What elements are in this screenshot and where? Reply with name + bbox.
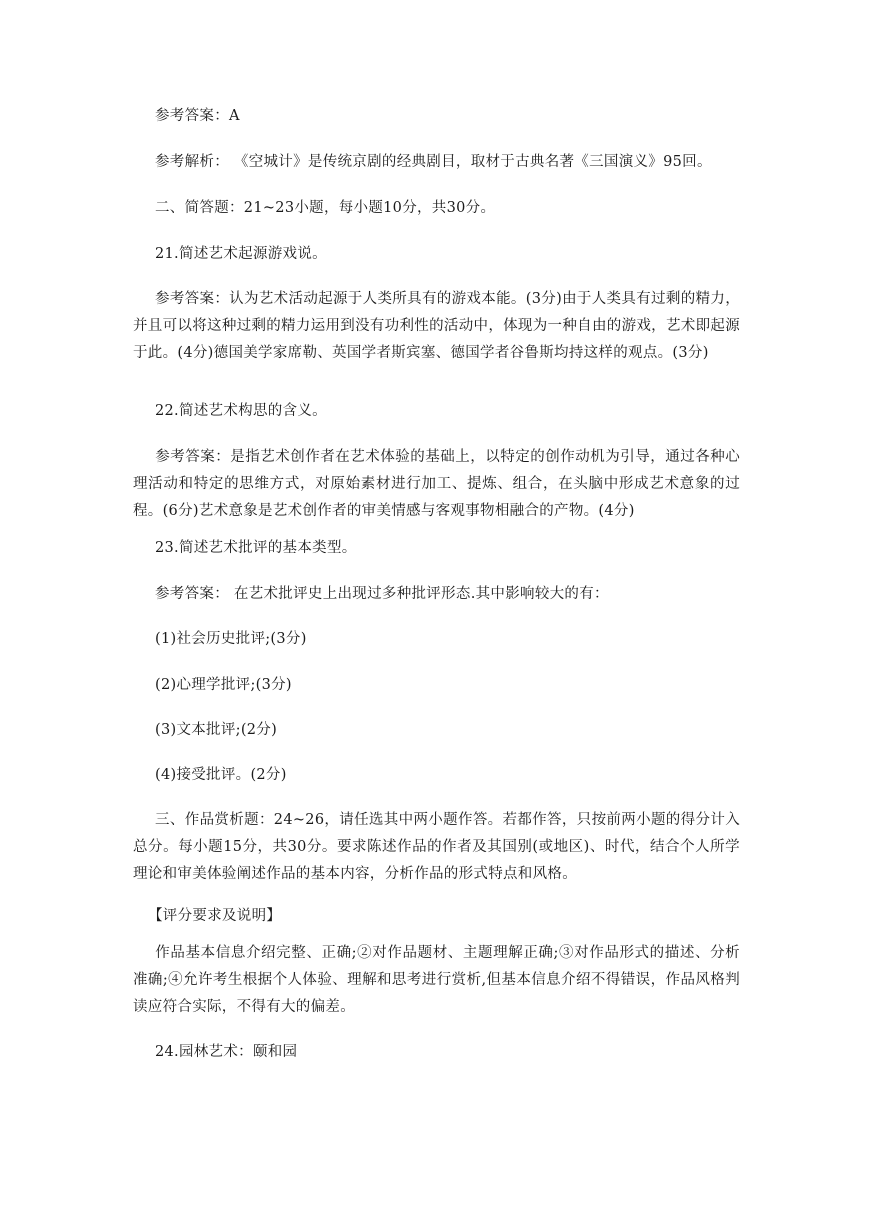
grading-heading: 【评分要求及说明】 bbox=[148, 908, 282, 924]
question-21-answer-text: 参考答案：认为艺术活动起源于人类所具有的游戏本能。(3分)由于人类具有过剩的精力，并且可以将这种过剩的精力运用到没有功利性的活动中，体现为一种自由的游戏，艺术即起源于此。(4分)德国美学家席勒、英国学者斯宾塞、德国学者谷鲁斯均持这样的观点。(3分) bbox=[133, 291, 740, 361]
question-21-answer bbox=[133, 286, 740, 367]
analysis-line: 参考解析： 《空城计》是传统京剧的经典剧目，取材于古典名著《三国演义》95回。 bbox=[155, 154, 712, 170]
question-24: 24.园林艺术：颐和园 bbox=[155, 1044, 298, 1060]
list-item: (1)社会历史批评;(3分) bbox=[155, 631, 307, 647]
list-item: (2)心理学批评;(3分) bbox=[155, 677, 292, 693]
question-23-answer-intro: 参考答案： 在艺术批评史上出现过多种批评形态.其中影响较大的有： bbox=[155, 586, 609, 602]
question-22: 22.简述艺术构思的含义。 bbox=[155, 403, 327, 419]
question-23: 23.简述艺术批评的基本类型。 bbox=[155, 540, 357, 556]
question-22-answer-text: 参考答案：是指艺术创作者在艺术体验的基础上，以特定的创作动机为引导，通过各种心理活动和特定的思维方式，对原始素材进行加工、提炼、组合，在头脑中形成艺术意象的过程。(6分)艺术意象是艺术创作者的审美情感与客观事物相融合的产物。(4分) bbox=[133, 449, 740, 519]
answer-line: 参考答案：A bbox=[155, 108, 240, 124]
section-three-heading bbox=[133, 807, 740, 888]
question-22-answer bbox=[133, 444, 740, 525]
list-item: (4)接受批评。(2分) bbox=[155, 767, 287, 783]
list-item: (3)文本批评;(2分) bbox=[155, 722, 278, 738]
section-two-heading: 二、简答题：21~23小题，每小题10分，共30分。 bbox=[155, 200, 496, 216]
grading-text-body: 作品基本信息介绍完整、正确;②对作品题材、主题理解正确;③对作品形式的描述、分析准确;④允许考生根据个人体验、理解和思考进行赏析,但基本信息介绍不得错误，作品风格判读应符合实际，不得有大的偏差。 bbox=[133, 945, 740, 1015]
grading-text bbox=[133, 940, 740, 1021]
section-three-text: 三、作品赏析题：24~26，请任选其中两小题作答。若都作答，只按前两小题的得分计入总分。每小题15分，共30分。要求陈述作品的作者及其国别(或地区)、时代，结合个人所学理论和审美体验阐述作品的基本内容，分析作品的形式特点和风格。 bbox=[133, 812, 740, 882]
question-21: 21.简述艺术起源游戏说。 bbox=[155, 246, 327, 262]
